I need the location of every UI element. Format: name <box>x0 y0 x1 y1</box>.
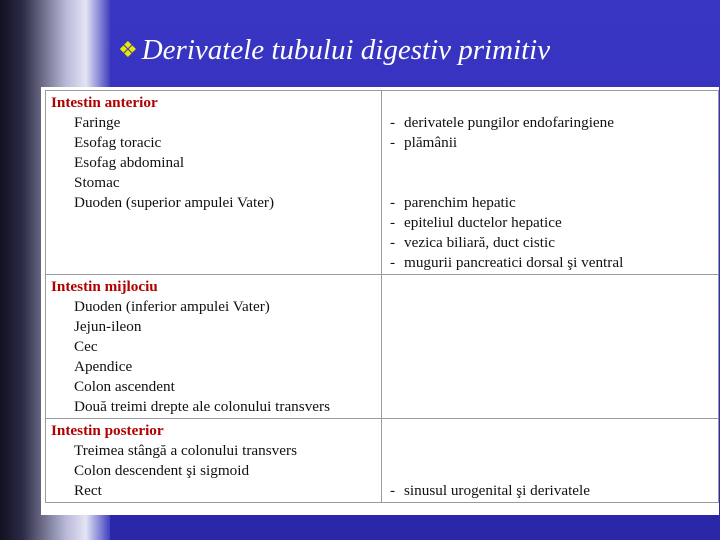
table-row <box>46 91 719 275</box>
list-item: Duoden (superior ampulei Vater) <box>74 194 275 211</box>
spacer <box>387 93 714 113</box>
list-item: Stomac <box>74 174 120 191</box>
list-item: Rect <box>74 482 102 499</box>
section-cell-anterior <box>46 91 382 275</box>
list-item: Faringe <box>74 114 121 131</box>
table-row <box>46 419 719 503</box>
list-item: Treimea stângă a colonului transvers <box>74 442 297 459</box>
list-item: Esofag toracic <box>74 134 162 151</box>
derivatives-cell-mijlociu <box>382 275 719 419</box>
derivative-item: - mugurii pancreatici dorsal şi ventral <box>390 254 624 271</box>
spacer <box>387 461 714 481</box>
slide-title <box>118 30 550 70</box>
slide-title-text: Derivatele tubului digestiv primitiv <box>141 33 551 66</box>
list-item: Jejun-ileon <box>74 318 142 335</box>
derivative-item: - sinusul urogenital şi derivatele <box>390 482 591 499</box>
list-item: Două treimi drepte ale colonului transvers <box>74 398 330 415</box>
spacer <box>387 173 714 193</box>
derivatives-cell-anterior <box>382 91 719 275</box>
list-item: Esofag abdominal <box>74 154 185 171</box>
derivative-item: - parenchim hepatic <box>390 194 516 211</box>
section-heading: Intestin anterior <box>51 94 158 111</box>
list-item: Duoden (inferior ampulei Vater) <box>74 298 270 315</box>
derivatives-cell-posterior <box>382 419 719 503</box>
spacer <box>387 153 714 173</box>
spacer <box>387 441 714 461</box>
derivative-item: - epiteliul ductelor hepatice <box>390 214 562 231</box>
section-heading: Intestin posterior <box>51 422 164 439</box>
derivative-item: - derivatele pungilor endofaringiene <box>390 114 615 131</box>
diamond-bullet-icon: ❖ <box>118 37 138 62</box>
section-cell-posterior <box>46 419 382 503</box>
list-item: Colon ascendent <box>74 378 175 395</box>
list-item: Cec <box>74 338 98 355</box>
table-panel <box>41 87 719 515</box>
section-heading: Intestin mijlociu <box>51 278 158 295</box>
list-item: Colon descendent şi sigmoid <box>74 462 250 479</box>
spacer <box>387 421 714 441</box>
list-item: Apendice <box>74 358 133 375</box>
derivative-item: - vezica biliară, duct cistic <box>390 234 555 251</box>
derivative-item: - plămânii <box>390 134 458 151</box>
derivatives-table <box>45 90 719 503</box>
section-cell-mijlociu <box>46 275 382 419</box>
table-row <box>46 275 719 419</box>
